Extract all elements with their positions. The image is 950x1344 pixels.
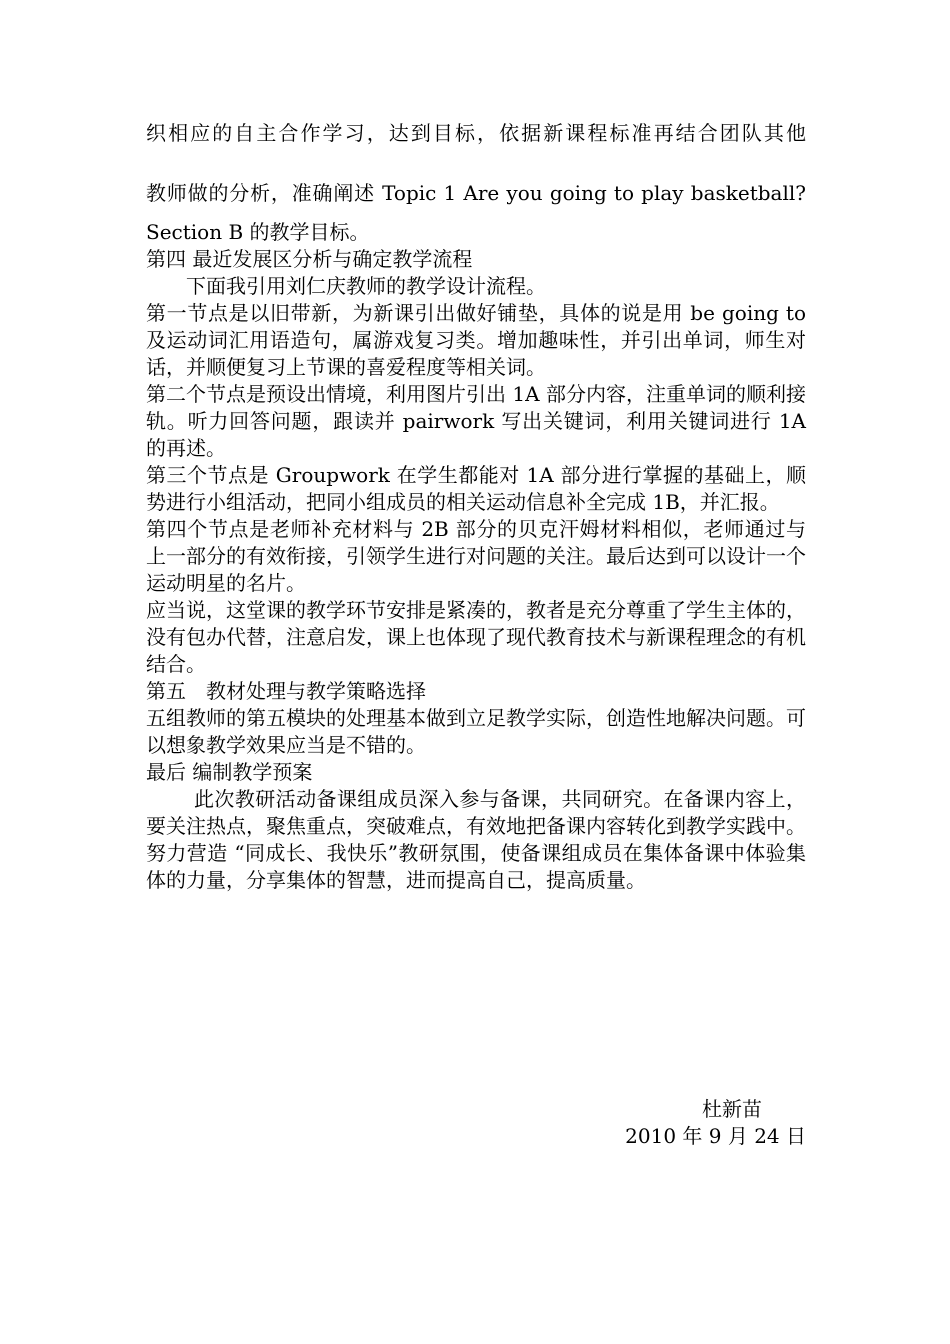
- author-name: 杜新苗: [702, 1097, 762, 1121]
- signature-date: 2010 年 9 月 24 日: [625, 1124, 806, 1148]
- paragraph-line: 织相应的自主合作学习，达到目标，依据新课程标准再结合团队其他: [146, 121, 806, 145]
- paragraph-intro: 下面我引用刘仁庆教师的教学设计流程。: [186, 274, 546, 298]
- paragraph-line: Section B 的教学目标。: [146, 220, 370, 244]
- paragraph-line: 教师做的分析，准确阐述 Topic 1 Are you going to play basketball?: [146, 181, 806, 205]
- paragraph-node-4: 第四个节点是老师补充材料与 2B 部分的贝克汗姆材料相似，老师通过与上一部分的有效衔接，引领学生进行对问题的关注。最后达到可以设计一个运动明星的名片。: [146, 517, 806, 595]
- paragraph-section-5: 五组教师的第五模块的处理基本做到立足教学实际，创造性地解决问题。可以想象教学效果应当是不错的。: [146, 706, 806, 757]
- section-heading-last: 最后 编制教学预案: [146, 760, 313, 784]
- paragraph-conclusion: 此次教研活动备课组成员深入参与备课，共同研究。在备课内容上，要关注热点，聚焦重点，突破难点，有效地把备课内容转化到教学实践中。努力营造 “同成长、我快乐”教研氛围，使备课组成员在集体备课中体验集体的力量，分享集体的智慧，进而提高自己，提高质量。: [146, 787, 806, 892]
- paragraph-comment: 应当说，这堂课的教学环节安排是紧凑的，教者是充分尊重了学生主体的，没有包办代替，注意启发，课上也体现了现代教育技术与新课程理念的有机结合。: [146, 598, 806, 676]
- document-body: [146, 120, 806, 894]
- paragraph-node-3: 第三个节点是 Groupwork 在学生都能对 1A 部分进行掌握的基础上，顺势进行小组活动，把同小组成员的相关运动信息补全完成 1B，并汇报。: [146, 463, 806, 514]
- section-heading-5: 第五 教材处理与教学策略选择: [146, 679, 426, 703]
- section-heading-4: 第四 最近发展区分析与确定教学流程: [146, 247, 473, 271]
- signature-block: [625, 1096, 806, 1150]
- paragraph-node-2: 第二个节点是预设出情境，利用图片引出 1A 部分内容，注重单词的顺利接轨。听力回答问题，跟读并 pairwork 写出关键词，利用关键词进行 1A 的再述。: [146, 382, 806, 460]
- paragraph-node-1: 第一节点是以旧带新，为新课引出做好铺垫，具体的说是用 be going to 及运动词汇用语造句，属游戏复习类。增加趣味性，并引出单词，师生对话，并顺便复习上节课的喜爱程度等相关词。: [146, 301, 806, 379]
